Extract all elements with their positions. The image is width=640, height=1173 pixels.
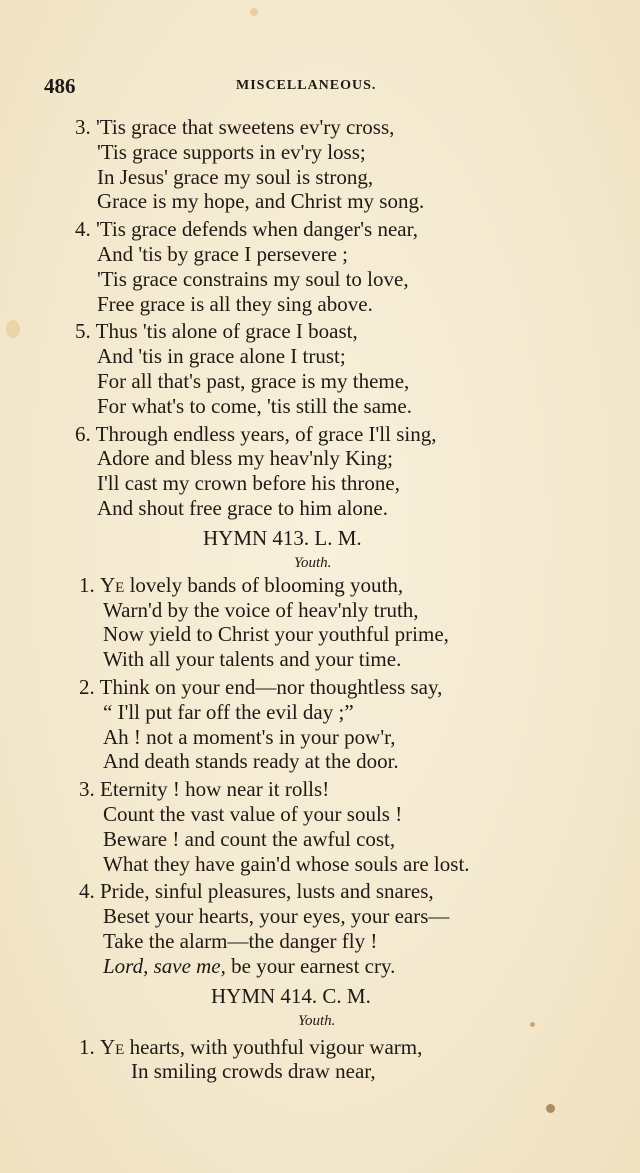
verse-line: In smiling crowds draw near, — [131, 1059, 376, 1084]
verse-number: 4. — [75, 217, 91, 242]
verse-6 — [0, 422, 640, 521]
verse-1 — [0, 1035, 640, 1085]
verse-2 — [0, 675, 640, 774]
verse-line — [0, 777, 640, 802]
verse-line: Take the alarm—the danger fly ! — [103, 928, 378, 953]
first-word: Ye — [100, 572, 125, 597]
verse-line: Beset your hearts, your eyes, your ears— — [103, 904, 450, 929]
hymn-occasion: Youth. — [294, 554, 332, 571]
verse-5 — [0, 319, 640, 418]
verse-line: And death stands ready at the door. — [103, 749, 399, 774]
running-head: MISCELLANEOUS. — [236, 78, 377, 93]
verse-1 — [0, 573, 640, 672]
verse-line — [0, 422, 640, 447]
verse-line: Count the vast value of your souls ! — [103, 801, 403, 826]
verse-line: Free grace is all they sing above. — [97, 291, 373, 316]
verse-number: 3. — [75, 115, 91, 139]
verse-number: 5. — [75, 319, 91, 344]
line-text: Thus 'tis alone of grace I boast, — [95, 319, 358, 344]
verse-line: Warn'd by the voice of heav'nly truth, — [103, 597, 419, 622]
verse-line — [0, 954, 640, 979]
verse-line: What they have gain'd whose souls are lost. — [103, 851, 470, 876]
page-number: 486 — [44, 74, 76, 98]
line-text: Eternity ! how near it rolls! — [100, 777, 330, 802]
hymn-text — [0, 115, 640, 1084]
first-word: Ye — [100, 1034, 125, 1059]
verse-line: For all that's past, grace is my theme, — [97, 368, 410, 393]
verse-line: Grace is my hope, and Christ my song. — [97, 189, 425, 214]
verse-line: Now yield to Christ your youthful prime, — [103, 622, 449, 647]
verse-number: 1. — [79, 572, 95, 597]
verse-3 — [0, 115, 640, 214]
verse-line — [0, 675, 640, 700]
verse-line — [0, 319, 640, 344]
hymn-occasion: Youth. — [298, 1012, 336, 1029]
verse-number: 2. — [79, 674, 95, 699]
line-text: lovely bands of blooming youth, — [124, 572, 404, 597]
verse-line: I'll cast my crown before his throne, — [97, 471, 400, 496]
verse-4 — [0, 879, 640, 978]
stain — [250, 8, 258, 16]
page-header — [44, 74, 514, 100]
verse-line: For what's to come, 'tis still the same. — [97, 393, 412, 418]
verse-line: Beware ! and count the awful cost, — [103, 826, 396, 851]
verse-4 — [0, 217, 640, 316]
hymn-title: HYMN 414. C. M. — [211, 983, 371, 1008]
line-text: hearts, with youthful vigour warm, — [124, 1034, 423, 1059]
line-text: be your earnest cry. — [225, 953, 396, 978]
line-text: 'Tis grace that sweetens ev'ry cross, — [96, 115, 395, 139]
verse-line: Ah ! not a moment's in your pow'r, — [103, 724, 396, 749]
verse-line — [0, 217, 640, 242]
verse-line: 'Tis grace supports in ev'ry loss; — [97, 139, 366, 164]
verse-number: 3. — [79, 777, 95, 802]
verse-line: 'Tis grace constrains my soul to love, — [97, 266, 409, 291]
verse-line — [0, 1035, 640, 1060]
verse-line: With all your talents and your time. — [103, 647, 402, 672]
verse-line — [0, 115, 640, 140]
line-text: Pride, sinful pleasures, lusts and snares, — [100, 879, 434, 904]
line-text: 'Tis grace defends when danger's near, — [96, 217, 419, 242]
verse-number: 1. — [79, 1034, 95, 1059]
verse-line: In Jesus' grace my soul is strong, — [97, 164, 374, 189]
verse-number: 6. — [75, 421, 91, 446]
line-text: Think on your end—nor thoughtless say, — [99, 674, 443, 699]
verse-3 — [0, 777, 640, 876]
verse-line — [0, 573, 640, 598]
verse-line: And shout free grace to him alone. — [97, 495, 388, 520]
verse-line: And 'tis by grace I persevere ; — [97, 241, 349, 266]
italic-phrase: Lord, save me, — [103, 953, 226, 978]
stain — [546, 1104, 555, 1113]
verse-line: Adore and bless my heav'nly King; — [97, 446, 393, 471]
verse-line — [0, 879, 640, 904]
hymn-title: HYMN 413. L. M. — [203, 525, 362, 550]
verse-line: And 'tis in grace alone I trust; — [97, 344, 346, 369]
line-text: Through endless years, of grace I'll sing, — [95, 421, 437, 446]
verse-number: 4. — [79, 879, 95, 904]
verse-line: “ I'll put far off the evil day ;” — [103, 699, 354, 724]
